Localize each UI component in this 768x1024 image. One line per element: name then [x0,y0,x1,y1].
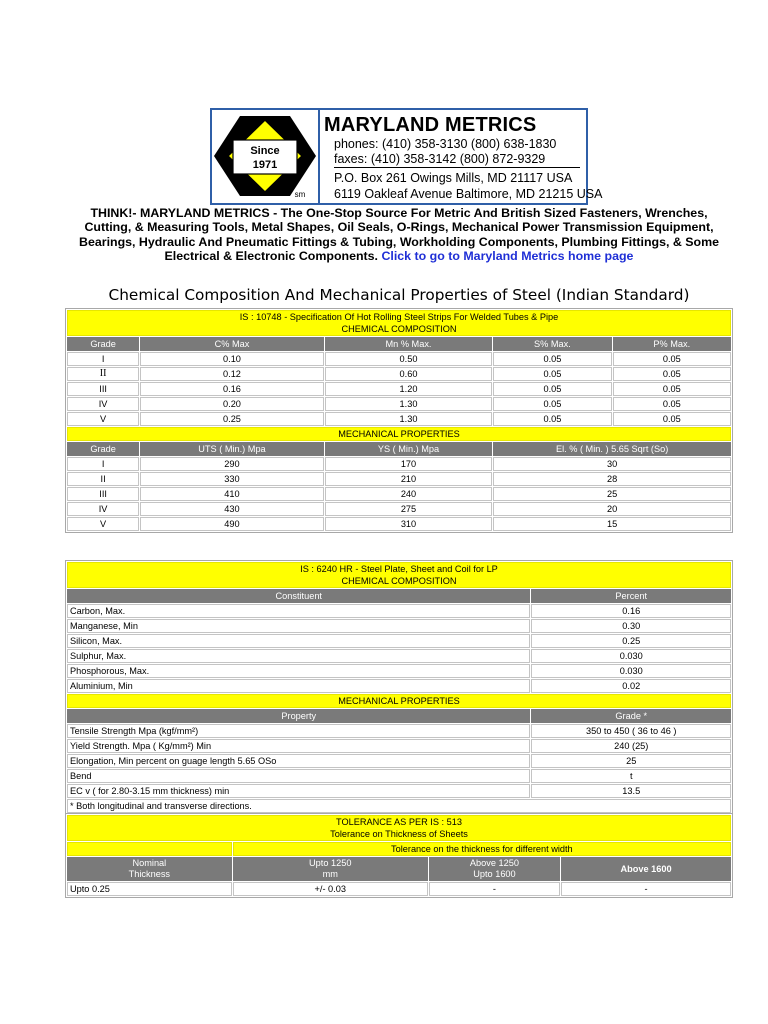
is-6240-table [65,560,733,815]
value-cell: 30 [493,457,731,471]
value-cell: 0.05 [613,412,731,426]
page-title: Chemical Composition And Mechanical Properties of Steel (Indian Standard) [108,286,690,304]
table-header-row [67,337,731,351]
table-row [67,397,731,411]
label-cell: Upto 0.25 [67,882,232,896]
table-row [67,502,731,516]
column-header: Constituent [67,589,530,603]
column-header: Mn % Max. [325,337,492,351]
section-heading: MECHANICAL PROPERTIES [67,694,731,708]
group-header-row [67,842,731,856]
value-cell: 0.05 [613,352,731,366]
table-row [67,649,731,663]
is-513-tolerance-table [65,813,733,898]
table-row [67,724,731,738]
footnote-row [67,799,731,813]
maryland-metrics-logo [210,108,603,205]
column-header: UTS ( Min.) Mpa [140,442,324,456]
table-title-row [67,562,731,588]
label-cell: Yield Strength. Mpa ( Kg/mm²) Min [67,739,530,753]
since-label: Since [250,145,280,157]
value-cell: 210 [325,472,492,486]
value-cell: 490 [140,517,324,531]
value-cell: 240 (25) [531,739,731,753]
table-title: IS : 10748 - Specification Of Hot Rolling Steel Strips For Welded Tubes & Pipe CHEMICAL COMPOSITION [67,310,731,336]
column-header: Above 1600 [561,857,731,881]
value-cell: 15 [493,517,731,531]
service-mark: sm [294,190,306,199]
table-row [67,367,731,381]
label-cell: Tensile Strength Mpa (kgf/mm²) [67,724,530,738]
value-cell: 0.50 [325,352,492,366]
value-cell: 0.16 [140,382,324,396]
value-cell: 0.16 [531,604,731,618]
table-header-row [67,589,731,603]
value-cell: 0.30 [531,619,731,633]
table-row [67,604,731,618]
table-header-row [67,442,731,456]
table-row [67,739,731,753]
value-cell: 430 [140,502,324,516]
table-row [67,769,731,783]
column-header: YS ( Min.) Mpa [325,442,492,456]
is-10748-table [65,308,733,533]
value-cell: 310 [325,517,492,531]
group-header: Tolerance on the thickness for different width [233,842,731,856]
value-cell: 0.20 [140,397,324,411]
column-header: C% Max [140,337,324,351]
section-heading-row [67,694,731,708]
label-cell: Aluminium, Min [67,679,530,693]
label-cell: EC v ( for 2.80-3.15 mm thickness) min [67,784,530,798]
label-cell: Carbon, Max. [67,604,530,618]
value-cell: 275 [325,502,492,516]
value-cell: 0.05 [493,382,611,396]
value-cell: - [561,882,731,896]
value-cell: 0.05 [493,367,611,381]
grade-cell: V [67,412,139,426]
logo-company-name: MARYLAND METRICS [324,114,537,136]
table-row [67,664,731,678]
since-year: 1971 [252,159,278,171]
label-cell: Silicon, Max. [67,634,530,648]
since-1971-emblem [212,110,320,203]
value-cell: - [429,882,560,896]
value-cell: 0.030 [531,649,731,663]
value-cell: 1.20 [325,382,492,396]
table-row [67,352,731,366]
value-cell: t [531,769,731,783]
column-header: Upto 1250 mm [233,857,428,881]
column-header: El. % ( Min. ) 5.65 Sqrt (So) [493,442,731,456]
value-cell: 0.02 [531,679,731,693]
value-cell: 1.30 [325,397,492,411]
table-row [67,634,731,648]
footnote: * Both longitudinal and transverse directions. [67,799,731,813]
grade-cell: II [67,367,139,381]
column-header: Grade * [531,709,731,723]
column-header: P% Max. [613,337,731,351]
logo-contact-block [320,110,603,203]
table-header-row [67,857,731,881]
column-header: Nominal Thickness [67,857,232,881]
label-cell: Phosphorous, Max. [67,664,530,678]
grade-cell: III [67,487,139,501]
table-row [67,882,731,896]
value-cell: 0.05 [613,382,731,396]
intro-text: THINK!- MARYLAND METRICS - The One-Stop Source For Metric And British Sized Fasteners, Wrenches, Cutting, & Measuring Tools, Metal Shapes, Oil Seals, O-Rings, Mechanical Power Transmission Equipment, Bearings, Hydraulic And Pneumatic Fittings & Tubing, Workholding Components, Plumbing Fittings, & Some Electrical & Electronic Components. [79,206,719,263]
label-cell: Sulphur, Max. [67,649,530,663]
table-row [67,754,731,768]
table-header-row [67,709,731,723]
value-cell: 0.60 [325,367,492,381]
table-row [67,382,731,396]
table-title: IS : 6240 HR - Steel Plate, Sheet and Coil for LP CHEMICAL COMPOSITION [67,562,731,588]
column-header: Percent [531,589,731,603]
column-header: Grade [67,337,139,351]
value-cell: 0.030 [531,664,731,678]
blank-cell [67,842,232,856]
section-heading: MECHANICAL PROPERTIES [67,427,731,441]
column-header: S% Max. [493,337,611,351]
value-cell: 20 [493,502,731,516]
grade-cell: III [67,382,139,396]
value-cell: 0.05 [613,367,731,381]
value-cell: 0.05 [493,412,611,426]
logo-street: 6119 Oakleaf Avenue Baltimore, MD 21215 USA [334,187,603,201]
value-cell: 0.10 [140,352,324,366]
value-cell: 330 [140,472,324,486]
value-cell: 13.5 [531,784,731,798]
table-title-row [67,310,731,336]
table-row [67,487,731,501]
table-row [67,517,731,531]
table-row [67,457,731,471]
column-header: Property [67,709,530,723]
table-row [67,472,731,486]
value-cell: 1.30 [325,412,492,426]
logo-phones: phones: (410) 358-3130 (800) 638-1830 [334,137,557,151]
value-cell: 0.05 [613,397,731,411]
intro-paragraph [66,206,732,263]
value-cell: 410 [140,487,324,501]
value-cell: 350 to 450 ( 36 to 46 ) [531,724,731,738]
grade-cell: I [67,457,139,471]
grade-cell: V [67,517,139,531]
table-row [67,784,731,798]
table-title: TOLERANCE AS PER IS : 513 Tolerance on Thickness of Sheets [67,815,731,841]
table-row [67,412,731,426]
grade-cell: I [67,352,139,366]
value-cell: +/- 0.03 [233,882,428,896]
section-heading-row [67,427,731,441]
value-cell: 240 [325,487,492,501]
logo-faxes: faxes: (410) 358-3142 (800) 872-9329 [334,152,546,166]
value-cell: 290 [140,457,324,471]
value-cell: 25 [493,487,731,501]
value-cell: 25 [531,754,731,768]
home-page-link[interactable]: Click to go to Maryland Metrics home page [381,248,634,263]
label-cell: Bend [67,769,530,783]
column-header: Above 1250 Upto 1600 [429,857,560,881]
grade-cell: II [67,472,139,486]
value-cell: 0.25 [140,412,324,426]
grade-cell: IV [67,502,139,516]
value-cell: 170 [325,457,492,471]
value-cell: 28 [493,472,731,486]
logo-divider [334,167,580,168]
value-cell: 0.12 [140,367,324,381]
column-header: Grade [67,442,139,456]
table-row [67,619,731,633]
value-cell: 0.05 [493,352,611,366]
value-cell: 0.25 [531,634,731,648]
grade-cell: IV [67,397,139,411]
label-cell: Manganese, Min [67,619,530,633]
logo-po-box: P.O. Box 261 Owings Mills, MD 21117 USA [334,171,573,185]
table-row [67,679,731,693]
value-cell: 0.05 [493,397,611,411]
label-cell: Elongation, Min percent on guage length 5.65 OSo [67,754,530,768]
table-title-row [67,815,731,841]
